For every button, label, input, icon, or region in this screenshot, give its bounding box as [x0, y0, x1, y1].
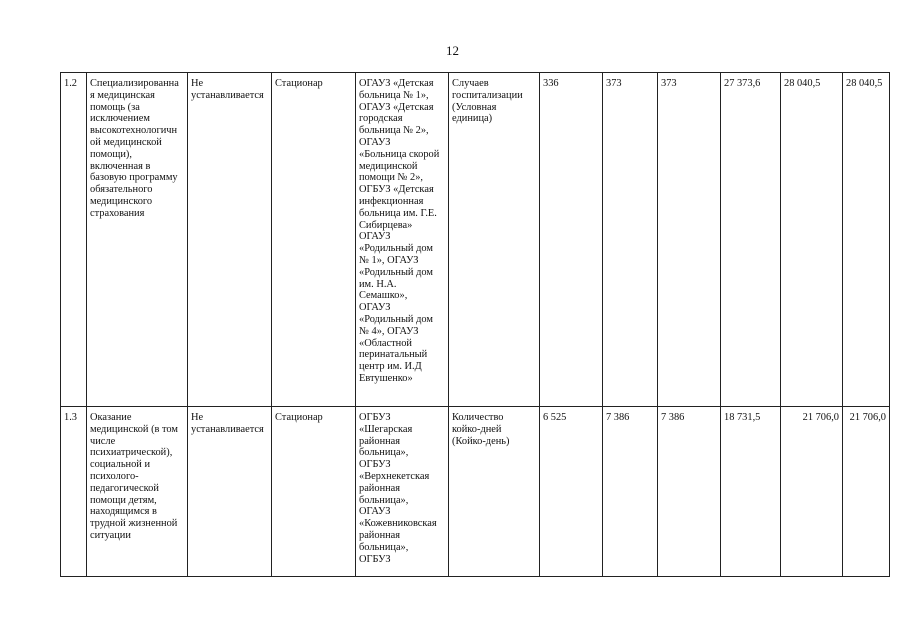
- cell-line: районная: [359, 529, 401, 541]
- cell-line: устанавливается: [191, 89, 264, 101]
- cell-line: «Кожевниковская: [359, 518, 437, 530]
- cell-line: ОГБУЗ: [359, 412, 391, 423]
- page-number: 12: [446, 43, 459, 58]
- services-table: [60, 72, 890, 577]
- cell-line: помощи детям,: [90, 494, 157, 506]
- cell-line: «Родильный дом: [359, 266, 433, 278]
- value-cell-4: 27 373,6: [721, 73, 781, 407]
- cell-line: больница им. Г.Е.: [359, 207, 437, 219]
- cell-line: страхования: [90, 207, 145, 219]
- cell-line: ОГБУЗ: [359, 459, 391, 471]
- cell-line: ОГАУЗ: [359, 302, 391, 314]
- organizations-cell: [356, 407, 449, 577]
- cell-line: городская: [359, 113, 403, 125]
- cell-line: Евтушенко»: [359, 372, 413, 384]
- cell-line: числе: [90, 435, 116, 447]
- cell-line: ОГАУЗ: [359, 231, 391, 243]
- cell-line: единица): [452, 113, 493, 125]
- cell-line: помощь (за: [90, 101, 140, 113]
- cell-line: ОГАУЗ «Детская: [359, 101, 434, 113]
- unit-cell: [449, 73, 540, 407]
- cell-line: «Больница скорой: [359, 148, 440, 160]
- cell-line: «Родильный дом: [359, 313, 433, 325]
- organizations-cell: [356, 73, 449, 407]
- cell-line: устанавливается: [191, 423, 264, 435]
- table-row: [61, 73, 890, 407]
- cell-line: ОГАУЗ: [359, 136, 391, 148]
- cell-line: ОГАУЗ: [359, 506, 391, 518]
- cell-line: педагогической: [90, 482, 159, 494]
- value-cell-4: 18 731,5: [721, 407, 781, 577]
- cell-line: им. Н.А.: [359, 278, 397, 290]
- value-cell-5: 21 706,0: [781, 407, 843, 577]
- cell-line: ОГАУЗ «Детская: [359, 78, 434, 89]
- cell-line: районная: [359, 435, 401, 447]
- value-cell-5: 28 040,5: [781, 73, 843, 407]
- cell-line: находящимся в: [90, 506, 157, 518]
- cell-line: больница»,: [359, 447, 409, 459]
- value-cell-1: 336: [540, 73, 603, 407]
- cell-line: высокотехнологичн: [90, 125, 178, 137]
- unit-cell: [449, 407, 540, 577]
- cell-line: помощи № 2»,: [359, 172, 423, 184]
- cell-line: Количество: [452, 412, 504, 423]
- cell-line: ОГБУЗ: [359, 553, 391, 565]
- row-index: 1.2: [61, 73, 87, 407]
- cell-line: медицинской: [359, 160, 418, 172]
- cell-line: «Верхнекетская: [359, 470, 430, 482]
- cell-line: больница»,: [359, 494, 409, 506]
- cell-line: ситуации: [90, 529, 131, 541]
- cell-line: № 4», ОГАУЗ: [359, 325, 419, 337]
- indicator-cell: [188, 73, 272, 407]
- cell-line: инфекционная: [359, 195, 424, 207]
- indicator-cell: [188, 407, 272, 577]
- value-cell-6: 28 040,5: [843, 73, 890, 407]
- cell-line: Случаев: [452, 78, 489, 89]
- value-cell-2: 7 386: [603, 407, 658, 577]
- value-cell-6: 21 706,0: [843, 407, 890, 577]
- cell-line: (Койко-день): [452, 435, 510, 447]
- cell-line: я медицинская: [90, 89, 155, 101]
- table-row: [61, 407, 890, 577]
- service-name-cell: [87, 73, 188, 407]
- cell-line: Специализированна: [90, 78, 179, 89]
- cell-line: № 1», ОГАУЗ: [359, 254, 419, 266]
- cell-line: (Условная: [452, 101, 497, 113]
- cell-line: койко-дней: [452, 423, 502, 435]
- cell-line: медицинского: [90, 195, 153, 207]
- cell-line: районная: [359, 482, 401, 494]
- cell-line: Сибирцева»: [359, 219, 413, 231]
- service-name-cell: [87, 407, 188, 577]
- cell-line: трудной жизненной: [90, 518, 178, 530]
- cell-line: Семашко»,: [359, 290, 408, 302]
- condition-cell: Стационар: [272, 407, 356, 577]
- value-cell-3: 7 386: [658, 407, 721, 577]
- cell-line: госпитализации: [452, 89, 523, 101]
- cell-line: психиатрической),: [90, 447, 173, 459]
- cell-line: Оказание: [90, 412, 132, 423]
- cell-line: базовую программу: [90, 172, 178, 184]
- value-cell-3: 373: [658, 73, 721, 407]
- value-cell-1: 6 525: [540, 407, 603, 577]
- cell-line: исключением: [90, 113, 150, 125]
- cell-line: помощи),: [90, 148, 132, 160]
- cell-line: медицинской (в том: [90, 423, 179, 435]
- cell-line: социальной и: [90, 459, 151, 471]
- cell-line: Не: [191, 412, 204, 423]
- cell-line: больница № 2»,: [359, 125, 429, 137]
- cell-line: перинатальный: [359, 349, 428, 361]
- cell-line: психолого-: [90, 470, 139, 482]
- cell-line: больница № 1»,: [359, 89, 429, 101]
- cell-line: «Родильный дом: [359, 243, 433, 255]
- condition-cell: Стационар: [272, 73, 356, 407]
- value-cell-2: 373: [603, 73, 658, 407]
- cell-line: «Шегарская: [359, 423, 413, 435]
- cell-line: включенная в: [90, 160, 151, 172]
- cell-line: обязательного: [90, 184, 153, 196]
- row-index: 1.3: [61, 407, 87, 577]
- cell-line: больница»,: [359, 541, 409, 553]
- cell-line: «Областной: [359, 337, 412, 349]
- cell-line: ой медицинской: [90, 136, 162, 148]
- cell-line: центр им. И.Д: [359, 361, 422, 373]
- cell-line: ОГБУЗ «Детская: [359, 184, 434, 196]
- cell-line: Не: [191, 78, 204, 89]
